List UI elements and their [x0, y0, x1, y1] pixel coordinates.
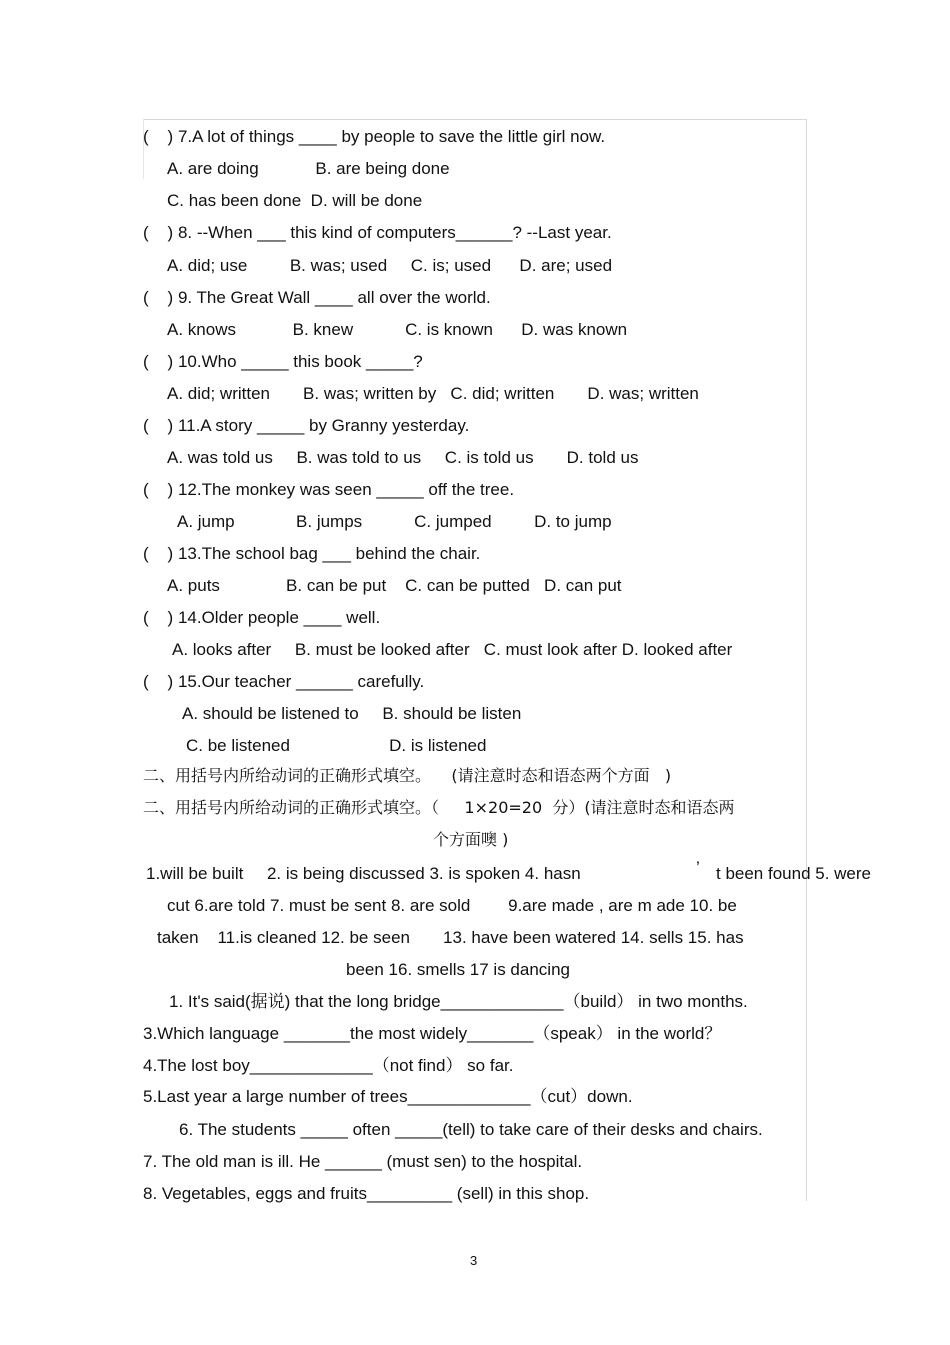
page-frame-top	[143, 119, 807, 120]
question-14-options: A. looks after B. must be looked after C. must look after D. looked after	[172, 640, 733, 659]
question-9-options: A. knows B. knew C. is known D. was known	[167, 320, 628, 339]
question-11-options: A. was told us B. was told to us C. is told us D. told us	[167, 448, 639, 467]
question-8-options: A. did; use B. was; used C. is; used D. are; used	[167, 256, 613, 275]
fill-item-6: 6. The students _____ often _____(tell) to take care of their desks and chairs.	[179, 1120, 763, 1139]
fill-item-4: 4.The lost boy_____________（not find） so far.	[143, 1056, 514, 1075]
answer-key-line-3: taken 11.is cleaned 12. be seen 13. have been watered 14. sells 15. has	[157, 928, 744, 947]
answer-key-line-2: cut 6.are told 7. must be sent 8. are sold 9.are made , are m ade 10. be	[167, 896, 737, 915]
question-8-stem: ( ) 8. --When ___ this kind of computers______? --Last year.	[143, 223, 612, 242]
question-7-options-2: C. has been done D. will be done	[167, 191, 423, 210]
fill-item-1: 1. It's said(据说) that the long bridge_____________（build） in two months.	[169, 992, 748, 1011]
question-10-options: A. did; written B. was; written by C. did; written D. was; written	[167, 384, 699, 403]
question-10-stem: ( ) 10.Who _____ this book _____?	[143, 352, 423, 371]
question-7-stem: ( ) 7.A lot of things ____ by people to save the little girl now.	[143, 127, 606, 146]
answer-key-line-1: 1.will be built 2. is being discussed 3. is spoken 4. hasn	[146, 864, 581, 883]
question-12-options: A. jump B. jumps C. jumped D. to jump	[177, 512, 612, 531]
section-2-heading-b-cont: 个方面噢 )	[433, 830, 509, 849]
question-15-options-1: A. should be listened to B. should be listen	[182, 704, 522, 723]
question-12-stem: ( ) 12.The monkey was seen _____ off the tree.	[143, 480, 515, 499]
fill-item-5: 5.Last year a large number of trees_____________（cut）down.	[143, 1087, 633, 1106]
answer-key-line-4: been 16. smells 17 is dancing	[346, 960, 570, 979]
question-9-stem: ( ) 9. The Great Wall ____ all over the world.	[143, 288, 491, 307]
question-15-options-2: C. be listened D. is listened	[186, 736, 487, 755]
question-13-options: A. puts B. can be put C. can be putted D. can put	[167, 576, 622, 595]
page-frame-right	[806, 119, 807, 1201]
fill-item-3: 3.Which language _______the most widely_______（speak） in the world？	[143, 1024, 722, 1043]
fill-item-7: 7. The old man is ill. He ______ (must sen) to the hospital.	[143, 1152, 583, 1171]
question-14-stem: ( ) 14.Older people ____ well.	[143, 608, 381, 627]
fill-item-8: 8. Vegetables, eggs and fruits_________ (sell) in this shop.	[143, 1184, 590, 1203]
question-11-stem: ( ) 11.A story _____ by Granny yesterday.	[143, 416, 470, 435]
section-2-heading-a: 二、用括号内所给动词的正确形式填空。 (请注意时态和语态两个方面 )	[143, 766, 672, 785]
answer-key-line-1-cont: t been found 5. were	[716, 864, 872, 883]
section-2-heading-b: 二、用括号内所给动词的正确形式填空。（ 1×20=20 分）(请注意时态和语态两	[143, 798, 735, 817]
question-15-stem: ( ) 15.Our teacher ______ carefully.	[143, 672, 425, 691]
question-7-options-1: A. are doing B. are being done	[167, 159, 450, 178]
page-number: 3	[470, 1253, 478, 1268]
question-13-stem: ( ) 13.The school bag ___ behind the chair.	[143, 544, 481, 563]
answer-key-apostrophe: ’	[696, 858, 700, 877]
